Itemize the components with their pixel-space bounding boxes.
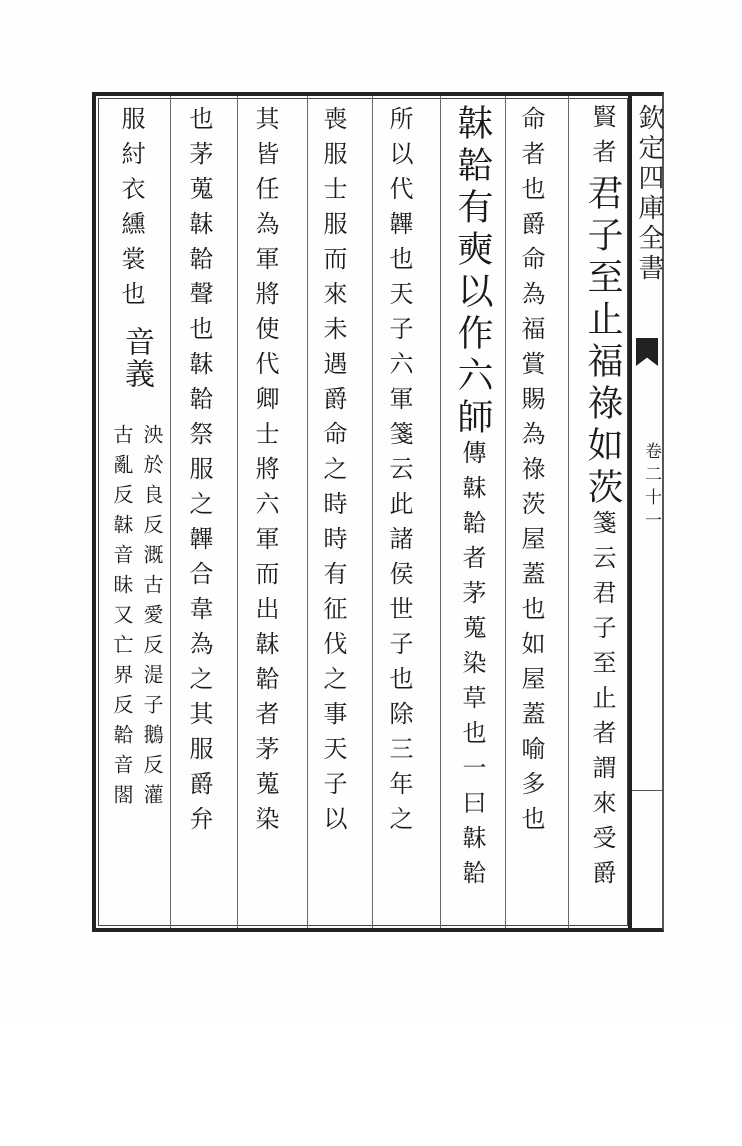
text-column-8-heading: 音義 [119, 326, 154, 390]
page-inner-border [98, 98, 628, 926]
text-column-8-note-right: 泱於良反溉古愛反湜子鵝反灌 [140, 424, 164, 814]
text-column-8-note-left: 古亂反韎音昧又亡界反韐音閤 [110, 424, 134, 814]
margin-title: 欽定四庫全書 [634, 104, 664, 284]
text-column-8-head: 服紂衣纁裳也 [117, 106, 145, 316]
text-column-1-commentary: 箋云君子至止者謂來受爵 [588, 510, 616, 895]
column-divider [568, 96, 569, 928]
text-column-3-main: 韎韐有奭以作六師 [452, 104, 493, 440]
column-divider [505, 96, 506, 928]
text-column-1-main: 君子至止福祿如茨 [582, 174, 623, 510]
text-column-3-commentary: 傳韎韐者茅蒐染草也一曰韎韐 [458, 440, 486, 895]
column-divider [237, 96, 238, 928]
text-column-7: 也茅蒐韎韐聲也韎韐祭服之韠合韋為之其服爵弁 [185, 106, 213, 841]
text-column-3 [448, 104, 496, 924]
column-divider [440, 96, 441, 928]
column-divider [170, 96, 171, 928]
text-column-4: 所以代韠也天子六軍箋云此諸侯世子也除三年之 [385, 106, 413, 841]
text-column-1-head: 賢者 [588, 104, 616, 174]
text-column-6: 其皆任為軍將使代卿士將六軍而出韎韐者茅蒐染 [251, 106, 279, 841]
column-divider [307, 96, 308, 928]
text-column-2: 命者也爵命為福賞賜為祿茨屋蓋也如屋蓋喻多也 [517, 106, 545, 841]
margin-rule [632, 790, 664, 791]
text-column-1 [578, 104, 626, 924]
text-column-5: 喪服士服而來未遇爵命之時時有征伐之事天子以 [319, 106, 347, 841]
column-divider [372, 96, 373, 928]
margin-juan: 卷二十一 [641, 442, 661, 534]
